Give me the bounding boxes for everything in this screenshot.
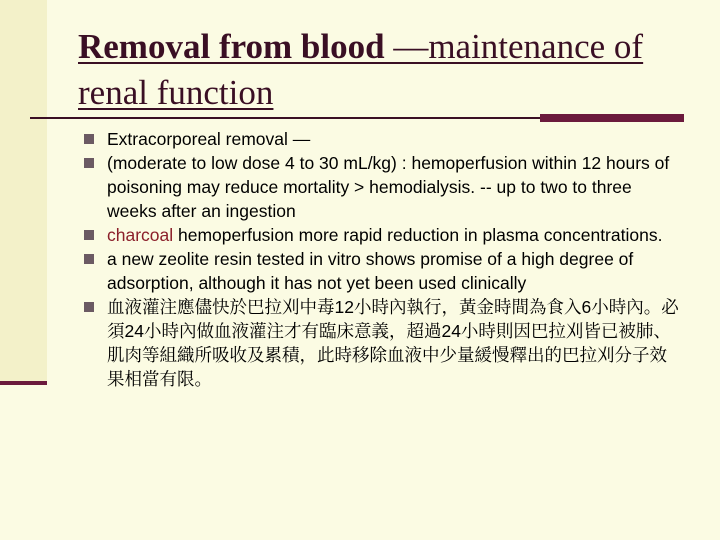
bullet-square-icon [84, 134, 94, 144]
title-divider-thin [30, 117, 540, 119]
charcoal-link[interactable]: charcoal [107, 225, 174, 245]
bullet-item [84, 247, 684, 295]
bullet-item [84, 151, 684, 223]
slide-title [78, 24, 698, 116]
bullet-list [84, 127, 684, 391]
bullet-item [84, 127, 684, 151]
bullet-text: Extracorporeal removal — [107, 129, 311, 149]
bullet-square-icon [84, 302, 94, 312]
left-accent-bar-base [0, 381, 47, 385]
slide-title-bold: Removal from blood [78, 27, 385, 66]
title-divider-thick [540, 114, 684, 122]
left-accent-bar [0, 0, 47, 385]
bullet-square-icon [84, 230, 94, 240]
bullet-text: a new zeolite resin tested in vitro shows promise of a high degree of adsorption, although it has not yet been used clinically [107, 249, 634, 293]
bullet-text: (moderate to low dose 4 to 30 mL/kg) : hemoperfusion within 12 hours of poisoning may reduce mortality > hemodialysis. -- up to two to three weeks after an ingestion [107, 153, 670, 221]
slide-title-rest: —maintenance of renal function [78, 27, 644, 112]
bullet-text: hemoperfusion more rapid reduction in plasma concentrations. [173, 225, 663, 245]
bullet-item [84, 295, 684, 391]
bullet-item [84, 223, 684, 247]
bullet-text: 血液灌注應儘快於巴拉刈中毒12小時內執行，黃金時間為食入6小時內。必須24小時內做血液灌注才有臨床意義，超過24小時則因巴拉刈皆已被肺、肌肉等組織所吸收及累積，此時移除血液中少量緩慢釋出的巴拉刈分子效果相當有限。 [107, 297, 679, 389]
bullet-square-icon [84, 158, 94, 168]
bullet-square-icon [84, 254, 94, 264]
